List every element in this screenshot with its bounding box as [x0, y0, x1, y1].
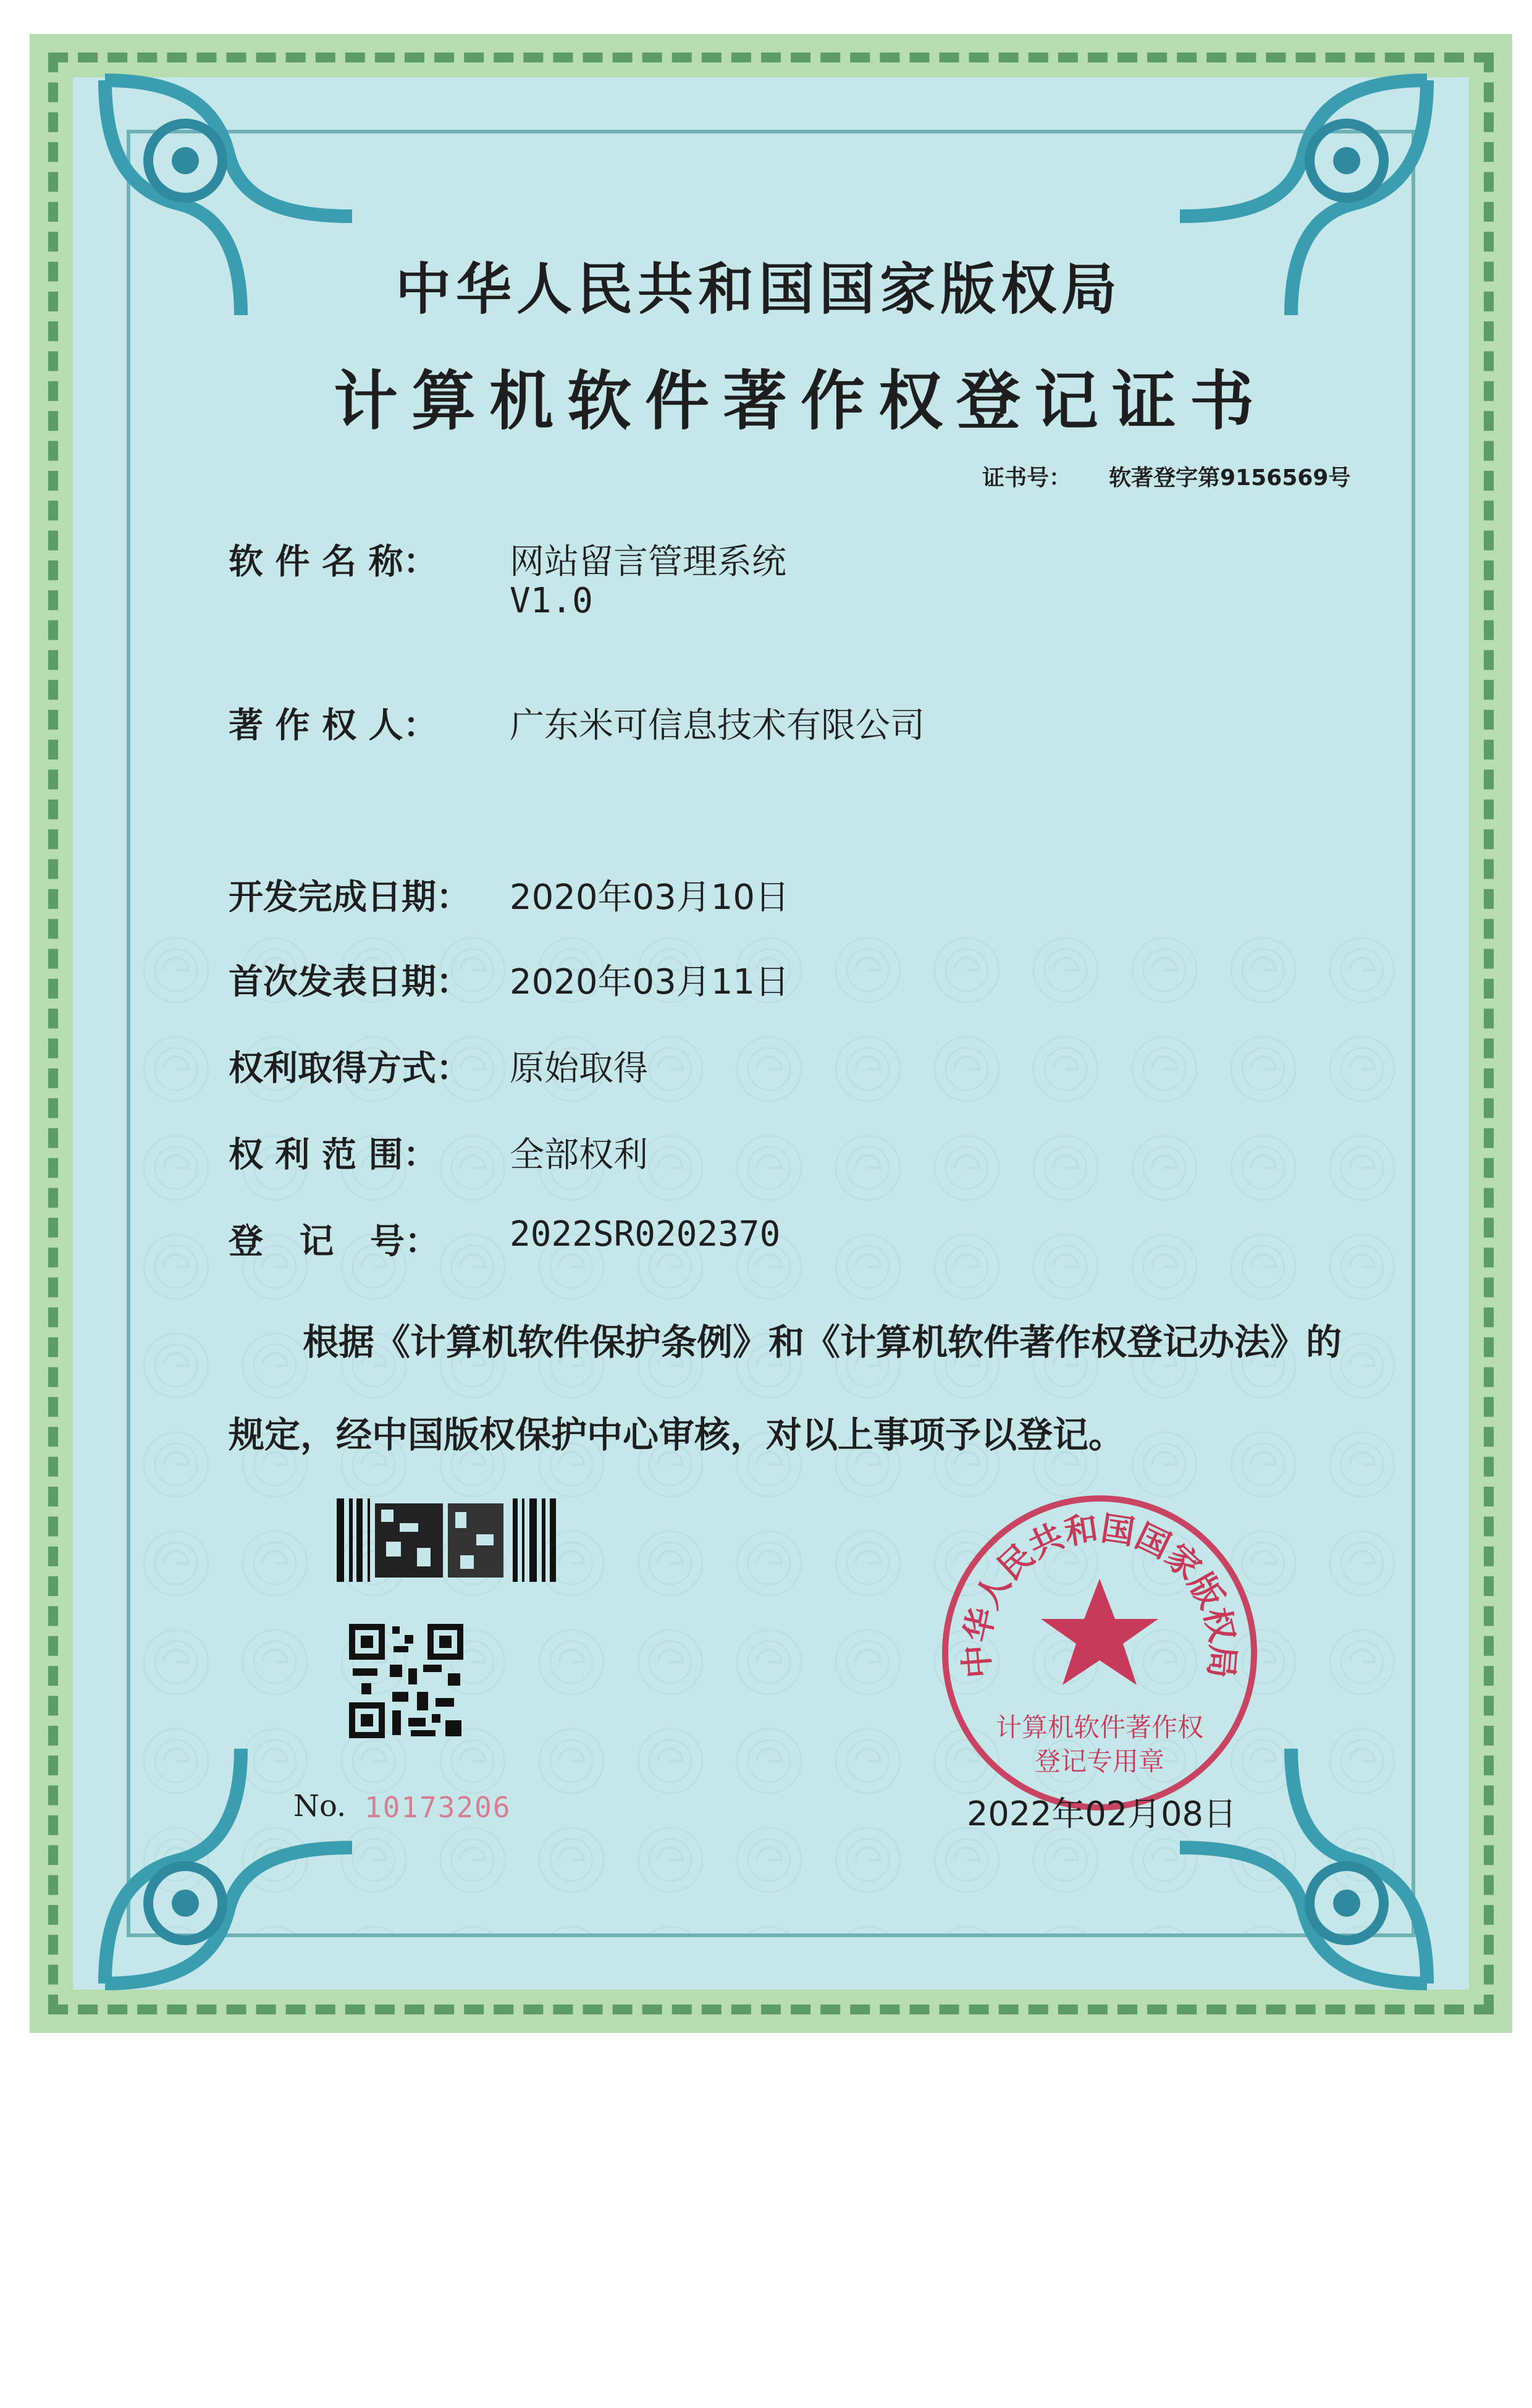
corner-ornament-top-right [1168, 68, 1439, 327]
field-value-acquisition-method: 原始取得 [510, 1049, 648, 1089]
field-label-publication-date: 首次发表日期： [229, 962, 471, 1002]
qr-code [349, 1624, 463, 1738]
seal-inner-line-1: 计算机软件著作权 [995, 1712, 1204, 1743]
cert-number-label: 证书号： [982, 465, 1072, 491]
corner-ornament-top-left [93, 68, 364, 327]
issuer-heading: 中华人民共和国国家版权局 [395, 257, 1122, 322]
field-value-registration-number: 2022SR0202370 [510, 1214, 781, 1254]
field-value-completion-date: 2020年03月10日 [510, 877, 790, 918]
cert-number-value: 软著登字第9156569号 [1109, 465, 1351, 491]
statement-line-2: 规定，经中国版权保护中心审核，对以上事项予以登记。 [229, 1414, 1125, 1456]
field-value-software-version: V1.0 [510, 581, 593, 621]
field-value-copyright-owner: 广东米可信息技术有限公司 [510, 706, 925, 746]
field-value-publication-date: 2020年03月11日 [510, 962, 790, 1002]
serial-number-label: No. [293, 1789, 347, 1823]
field-label-rights-scope: 权 利 范 围： [229, 1135, 438, 1175]
barcode [337, 1498, 556, 1582]
seal-inner-line-2: 登记专用章 [1034, 1746, 1165, 1776]
serial-number-value: 10173206 [364, 1791, 511, 1824]
field-label-copyright-owner: 著 作 权 人： [229, 706, 438, 746]
statement-line-1: 根据《计算机软件保护条例》和《计算机软件著作权登记办法》的 [303, 1321, 1342, 1363]
certificate-title: 计算机软件著作权登记证书 [334, 363, 1268, 439]
corner-ornament-bottom-left [93, 1736, 364, 1996]
field-label-software-name: 软 件 名 称： [229, 542, 438, 582]
issue-date: 2022年02月08日 [967, 1794, 1237, 1833]
field-label-acquisition-method: 权利取得方式： [229, 1049, 471, 1089]
field-label-registration-number: 登 记 号： [229, 1222, 439, 1262]
official-seal [939, 1492, 1260, 1814]
field-value-software-name: 网站留言管理系统 [510, 542, 786, 582]
field-label-completion-date: 开发完成日期： [229, 877, 471, 918]
field-value-rights-scope: 全部权利 [510, 1135, 648, 1175]
seal-outer-text: 中华人民共和国国家版权局 [956, 1508, 1243, 1680]
